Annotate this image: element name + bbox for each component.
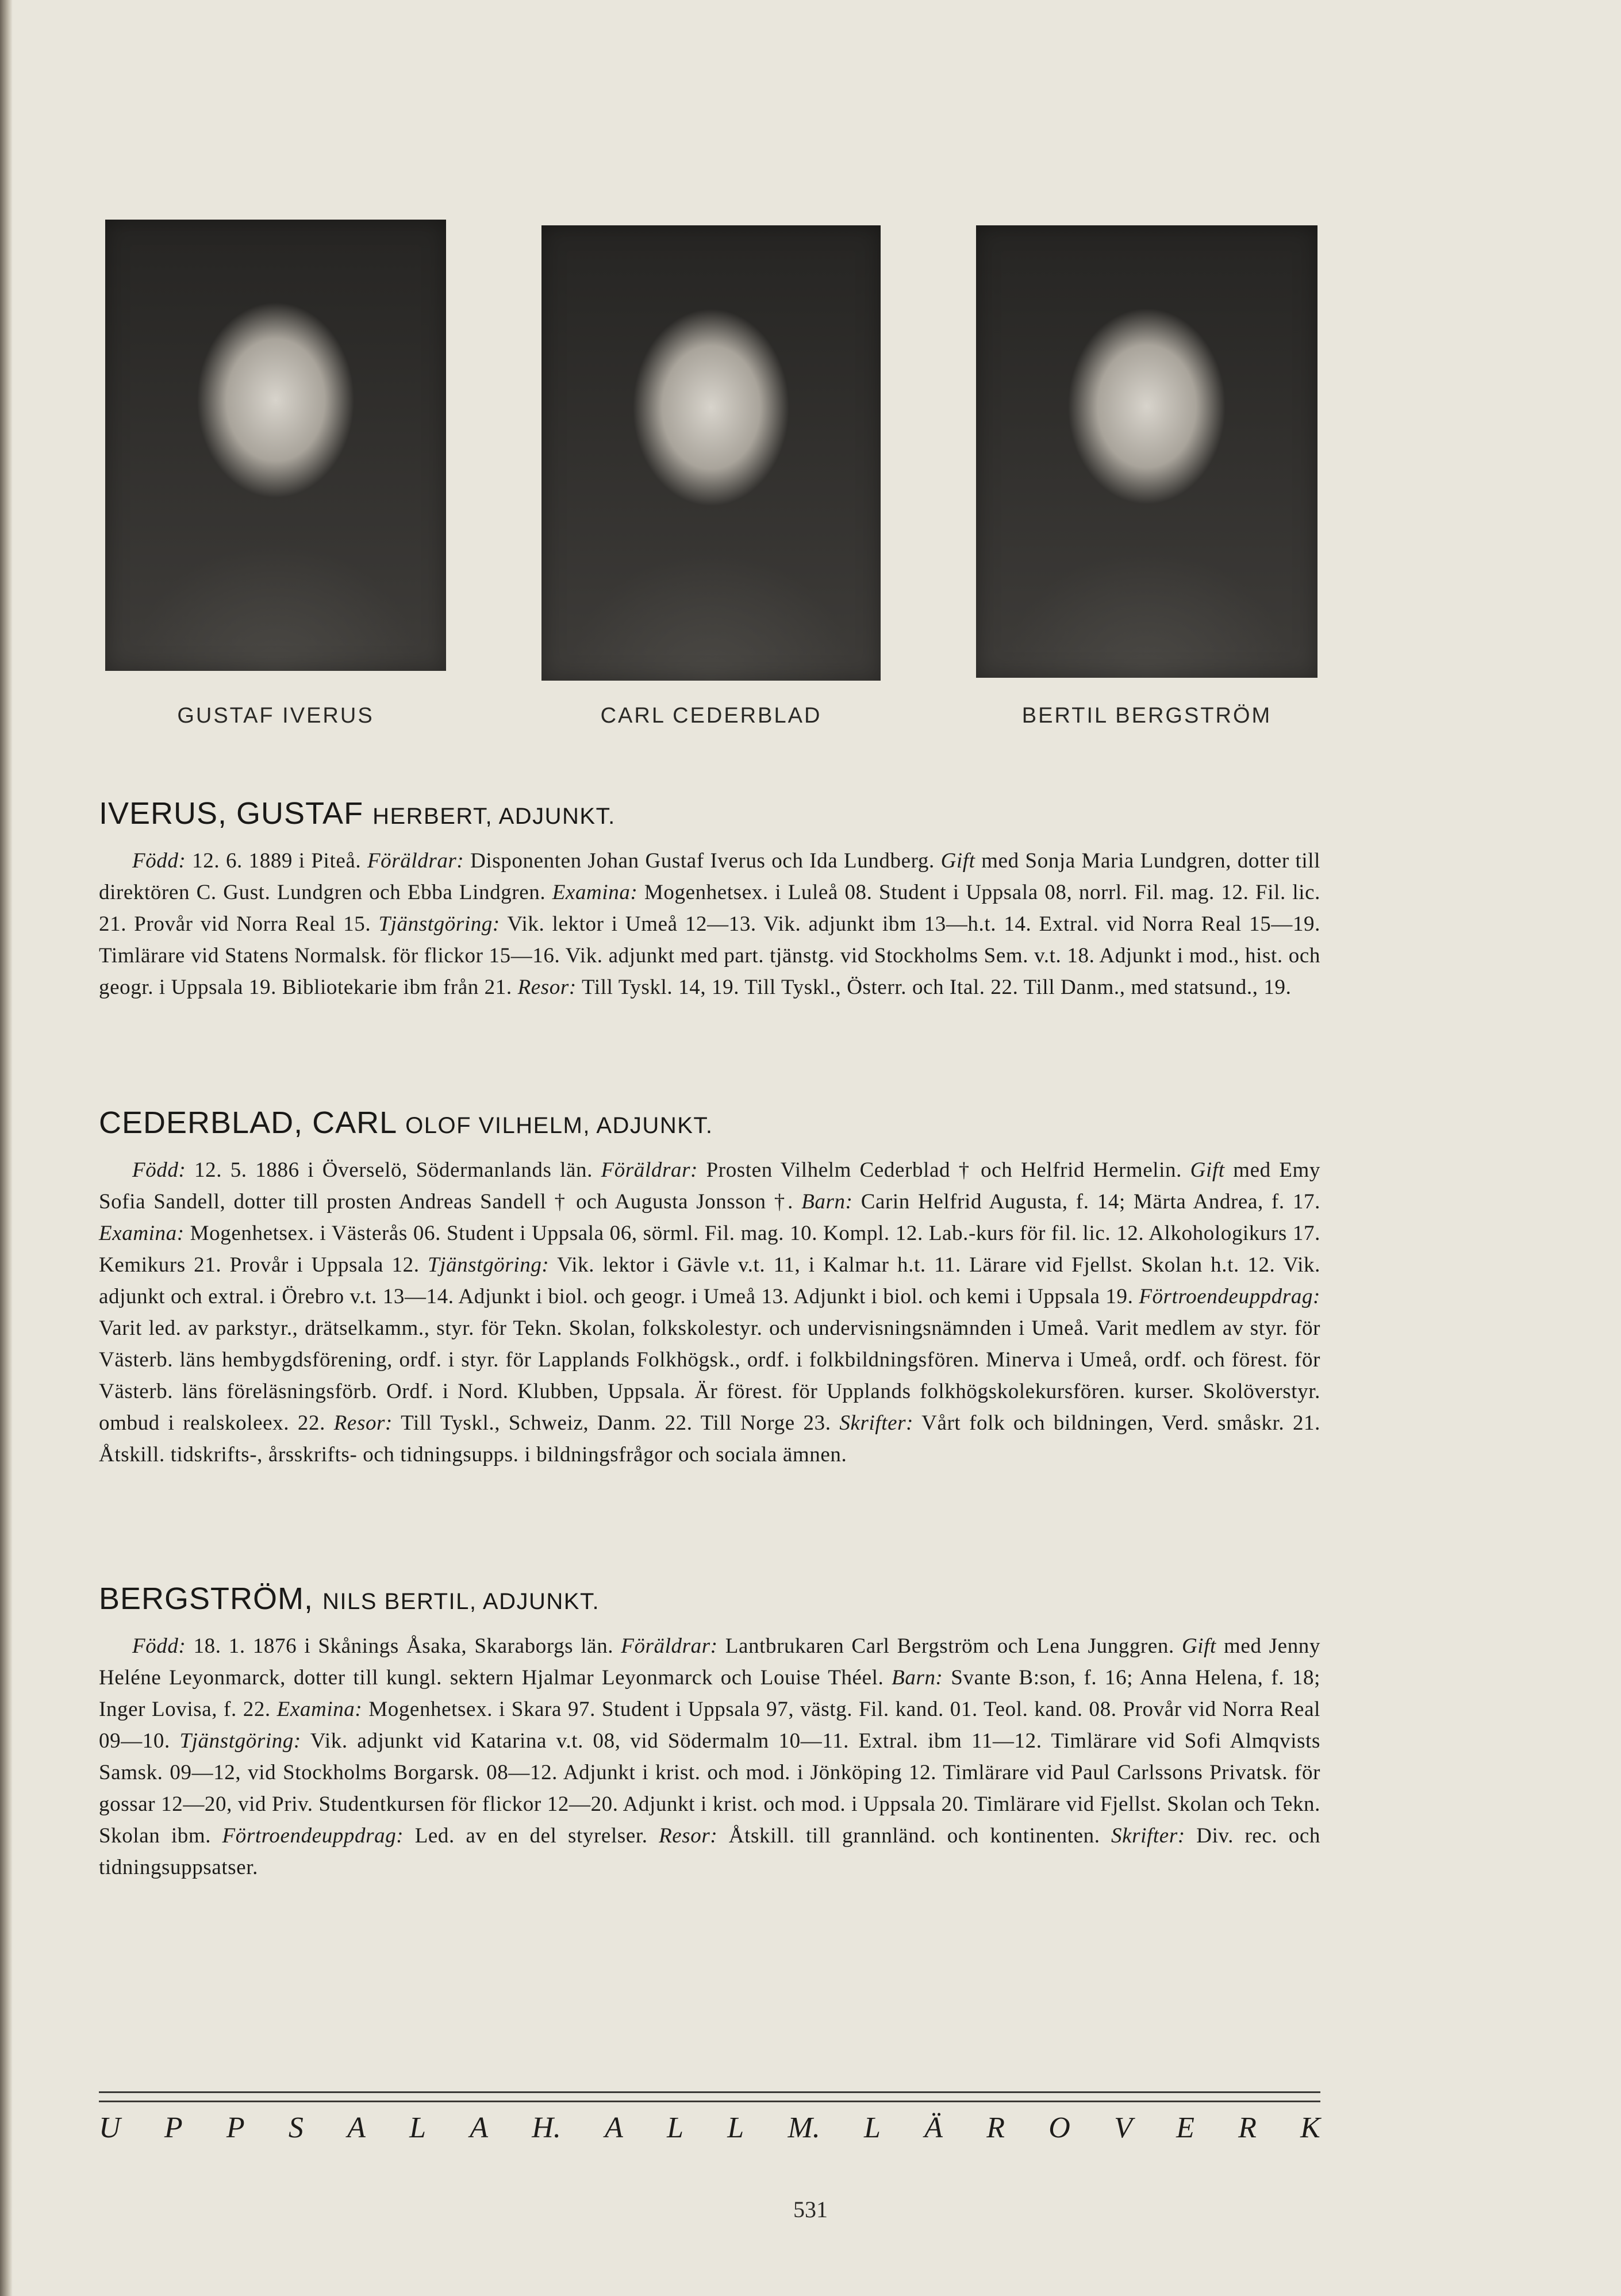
text-resor: Till Tyskl. 14, 19. Till Tyskl., Österr. och Ital. 22. Till Danm., med statsund., 19. [576, 976, 1292, 999]
label-examina: Examina: [99, 1222, 185, 1245]
footer-letter: L [667, 2111, 684, 2144]
label-resor: Resor: [333, 1411, 393, 1435]
entry-rest: OLOF VILHELM, ADJUNKT. [405, 1113, 713, 1138]
label-gift: Gift [1190, 1158, 1225, 1182]
text-gift: med Emy Sofia Sandell, dotter till prosten Andreas Sandell † och Augusta Jonsson †. [99, 1158, 1320, 1214]
text-examina: Mogenhetsex. i Västerås 06. Student i Uppsala 06, sörml. Fil. mag. 10. Kompl. 12. Lab.-kurs för fil. lic. 12. Alkohologikurs 17. Kemikurs 21. Provår i Uppsala 12. [99, 1222, 1320, 1277]
label-barn: Barn: [801, 1190, 853, 1214]
footer-letter: R [986, 2111, 1005, 2144]
text-tjanstgoring: Vik. adjunkt vid Katarina v.t. 08, vid Södermalm 10—11. Extral. ibm 11—12. Timlärare vid Sofi Almqvists Samsk. 09—12, vid Stockholms Borgarsk. 08—12. Adjunkt i krist. och mod. i Jönköping 12. Timlärare vid Paul Carlssons Privatsk. för gossar 12—20, vid Priv. Studentkursen för flickor 12—20. Adjunkt i krist. och mod. i Uppsala 20. Timlärare vid Fjellst. Skolan och Tekn. Skolan ibm. [99, 1729, 1321, 1848]
portrait-caption-bergstrom: BERTIL BERGSTRÖM [1021, 704, 1272, 728]
entry-surname: IVERUS, GUSTAF [99, 796, 364, 831]
page-binding-edge [0, 0, 13, 2296]
label-examina: Examina: [276, 1698, 363, 1721]
footer-letter: U [99, 2111, 121, 2144]
label-fodd: Född: [132, 849, 186, 873]
label-fodd: Född: [132, 1634, 186, 1658]
portrait-photo-cederblad [541, 225, 881, 681]
footer-letter: R [1238, 2111, 1257, 2144]
text-fortroendeuppdrag: Led. av en del styrelser. [404, 1824, 659, 1848]
text-fortroendeuppdrag: Varit led. av parkstyr., drätselkamm., styr. för Tekn. Skolan, folkskolestyr. och undervisningsnämnden i Umeå. Varit medlem av styr. för Västerb. läns hembygdsförening, ordf. i styr. för Lapplands Folkhögsk., ordf. i folkbildningsfören. Minerva i Umeå, ordf. och förest. för Västerb. läns föreläsningsförb. Ordf. i Nord. Klubben, Uppsala. Är förest. för Upplands folkhögskolekursfören. kurser. Skolöverstyr. ombud i realskoleex. 22. [99, 1316, 1320, 1435]
text-skrifter: Vårt folk och bildningen, Verd. småskr. 21. Åtskill. tidskrifts-, årsskrifts- och tidningsupps. i bildningsfrågor och sociala ämnen. [99, 1411, 1320, 1466]
biography-entry-cederblad [99, 1105, 1320, 1470]
footer-letter: E [1176, 2111, 1194, 2144]
footer-rule-top [99, 2091, 1320, 2093]
entry-rest: NILS BERTIL, ADJUNKT. [322, 1589, 600, 1614]
text-tjanstgoring: Vik. lektor i Gävle v.t. 11, i Kalmar h.t. 11. Lärare vid Fjellst. Skolan h.t. 12. Vik. adjunkt och extral. i Örebro v.t. 13—14. Adjunkt i biol. och geogr. i Umeå 13. Adjunkt i biol. och kemi i Uppsala 19. [99, 1253, 1320, 1308]
footer-letter: L [727, 2111, 744, 2144]
label-foraldrar: Föräldrar: [367, 849, 464, 873]
entry-heading [99, 796, 1320, 831]
footer-letter: H. [532, 2111, 561, 2144]
footer-letter: O [1048, 2111, 1070, 2144]
label-foraldrar: Föräldrar: [601, 1158, 698, 1182]
entry-heading [99, 1581, 1320, 1617]
footer-letter: K [1300, 2111, 1320, 2144]
footer-letter: M. [788, 2111, 820, 2144]
label-tjanstgoring: Tjänstgöring: [378, 912, 500, 936]
footer-letter: L [409, 2111, 427, 2144]
label-gift: Gift [940, 849, 975, 873]
text-foraldrar: Prosten Vilhelm Cederblad † och Helfrid Hermelin. [698, 1158, 1190, 1182]
footer-letter: P [164, 2111, 183, 2144]
footer-letter: Ä [924, 2111, 943, 2144]
footer-rule-bottom [99, 2101, 1320, 2102]
footer-letter: L [864, 2111, 881, 2144]
page-number: 531 [793, 2197, 828, 2222]
footer-letter: A [470, 2111, 489, 2144]
footer-letter: A [605, 2111, 623, 2144]
text-examina: Mogenhetsex. i Luleå 08. Student i Uppsala 08, norrl. Fil. mag. 12. Fil. lic. 21. Provår vid Norra Real 15. [99, 881, 1320, 936]
text-resor: Åtskill. till grannländ. och kontinenten. [717, 1824, 1112, 1848]
text-foraldrar: Disponenten Johan Gustaf Iverus och Ida Lundberg. [464, 849, 941, 873]
text-gift: med Jenny Heléne Leyonmarck, dotter till kungl. sektern Hjalmar Leyonmarck och Louise Théel. [99, 1634, 1320, 1690]
footer-running-title [99, 2111, 1320, 2145]
label-barn: Barn: [892, 1666, 943, 1690]
footer-letter: V [1114, 2111, 1132, 2144]
portrait-caption-iverus: GUSTAF IVERUS [177, 704, 374, 728]
biography-entry-bergstrom [99, 1581, 1320, 1883]
label-fortroendeuppdrag: Förtroendeuppdrag: [1139, 1285, 1320, 1308]
label-tjanstgoring: Tjänstgöring: [179, 1729, 301, 1753]
label-examina: Examina: [552, 881, 638, 904]
text-examina: Mogenhetsex. i Skara 97. Student i Uppsala 97, västg. Fil. kand. 01. Teol. kand. 08. Provår vid Norra Real 09—10. [99, 1698, 1320, 1753]
entry-body [99, 1154, 1320, 1470]
text-fodd: 18. 1. 1876 i Skånings Åsaka, Skaraborgs län. [186, 1634, 621, 1658]
entry-body [99, 1630, 1320, 1883]
footer-letter: S [288, 2111, 304, 2144]
entry-heading [99, 1105, 1320, 1141]
label-resor: Resor: [517, 976, 577, 999]
portrait-caption-cederblad: CARL CEDERBLAD [600, 704, 822, 728]
label-gift: Gift [1181, 1634, 1216, 1658]
entry-surname: CEDERBLAD, CARL [99, 1105, 397, 1140]
entry-surname: BERGSTRÖM, [99, 1581, 314, 1616]
label-skrifter: Skrifter: [1111, 1824, 1185, 1848]
footer-letter: P [226, 2111, 245, 2144]
text-barn: Carin Helfrid Augusta, f. 14; Märta Andrea, f. 17. [852, 1190, 1320, 1214]
footer-letter: A [347, 2111, 366, 2144]
text-skrifter: Div. rec. och tidningsuppsatser. [99, 1824, 1320, 1879]
label-tjanstgoring: Tjänstgöring: [428, 1253, 550, 1277]
portrait-photo-iverus [105, 220, 446, 671]
text-foraldrar: Lantbrukaren Carl Bergström och Lena Junggren. [717, 1634, 1182, 1658]
text-barn: Svante B:son, f. 16; Anna Helena, f. 18; Inger Lovisa, f. 22. [99, 1666, 1320, 1721]
text-tjanstgoring: Vik. lektor i Umeå 12—13. Vik. adjunkt ibm 13—h.t. 14. Extral. vid Norra Real 15—19. Timlärare vid Statens Normalsk. för flickor 15—16. Vik. adjunkt med part. tjänstg. vid Stockholms Sem. v.t. 18. Adjunkt i mod., hist. och geogr. i Uppsala 19. Bibliotekarie ibm från 21. [99, 912, 1320, 999]
text-fodd: 12. 6. 1889 i Piteå. [186, 849, 367, 873]
biography-entry-iverus [99, 796, 1320, 1003]
label-fodd: Född: [132, 1158, 186, 1182]
label-resor: Resor: [659, 1824, 718, 1848]
text-resor: Till Tyskl., Schweiz, Danm. 22. Till Norge 23. [392, 1411, 840, 1435]
label-foraldrar: Föräldrar: [621, 1634, 718, 1658]
text-gift: med Sonja Maria Lundgren, dotter till direktören C. Gust. Lundgren och Ebba Lindgren. [99, 849, 1320, 904]
label-skrifter: Skrifter: [839, 1411, 914, 1435]
portrait-photo-bergstrom [976, 225, 1317, 678]
label-fortroendeuppdrag: Förtroendeuppdrag: [222, 1824, 404, 1848]
entry-body [99, 845, 1320, 1003]
entry-rest: HERBERT, ADJUNKT. [372, 804, 616, 829]
text-fodd: 12. 5. 1886 i Överselö, Södermanlands län. [186, 1158, 601, 1182]
